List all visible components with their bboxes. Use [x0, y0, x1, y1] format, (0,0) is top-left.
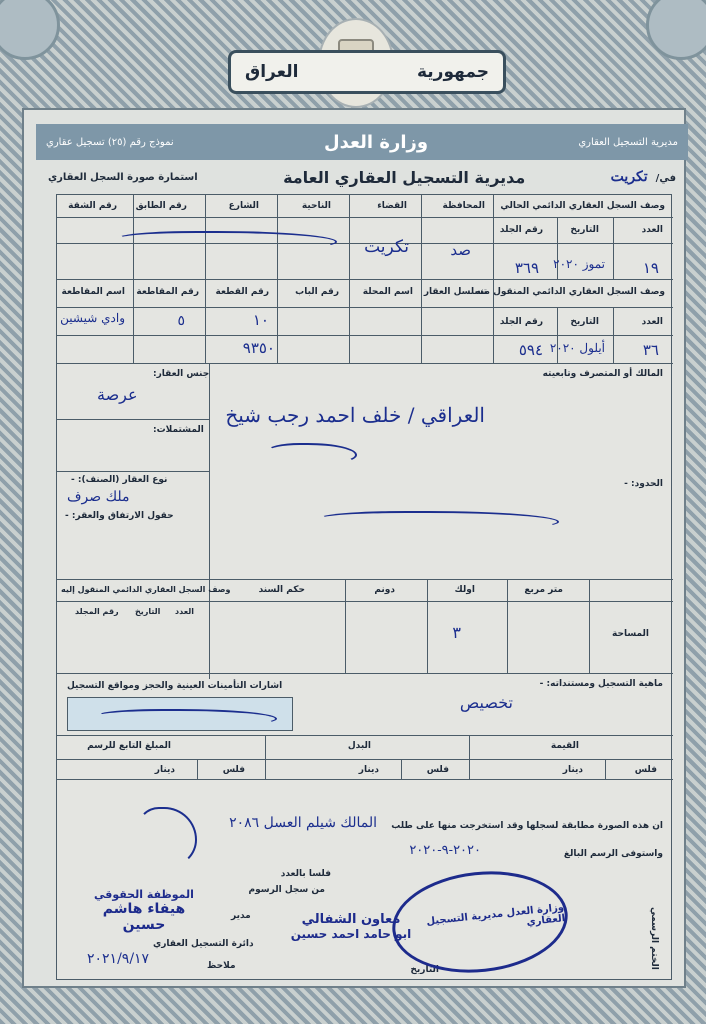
assistant-title: معاون الشفالي [301, 912, 401, 927]
olk-label: اولك [454, 585, 475, 595]
fee-fils-label: فلس [222, 765, 245, 775]
sequence-label: تسلسل العقار [423, 287, 487, 297]
handwritten-date: ٢٠٢١/٩/١٧ [87, 951, 150, 967]
official-seal-label: الختم الرسمي [649, 907, 659, 970]
value-fils-label: فلس [634, 765, 657, 775]
current-record-label: وصف السجل العقاري الدائمي الحالي [500, 201, 665, 211]
registration-nature-label: ماهية التسجيل ومستنداته: - [539, 679, 663, 689]
volume-label: رقم الجلد [499, 225, 543, 235]
signature-scribble [137, 807, 197, 867]
number-label-2: العدد [641, 317, 663, 327]
olk-value: ٣ [452, 623, 461, 642]
record-number-value: ١٩ [642, 259, 659, 277]
title-banner [228, 50, 506, 94]
dest-date-label: التاريخ [135, 607, 161, 616]
substitute-dinar-label: دينار [358, 765, 379, 775]
door-label: رقم الباب [295, 287, 339, 297]
fee-amount-label: المبلغ التابع للرسم [87, 741, 171, 751]
value-label: القيمة [550, 741, 579, 751]
director-label: مدير [231, 911, 251, 921]
value-dinar-label: دينار [562, 765, 583, 775]
footer-date-label: التاريخ [410, 965, 439, 975]
property-type-label: جنس العقار: [153, 369, 210, 379]
record-volume-value: ٣٦٩ [514, 259, 539, 277]
locality-label: اسم المحلة [362, 287, 413, 297]
fee-dinar-label: دينار [154, 765, 175, 775]
cancel-stroke [117, 231, 337, 251]
location-field: في/تكريت [610, 169, 676, 185]
section-name-value: وادي شيشين [60, 311, 125, 325]
volume-label-2: رقم الجلد [499, 317, 543, 327]
fee-paid-text: واستوفى الرسم البالغ [563, 849, 663, 859]
apartment-label: رقم الشقة [68, 201, 117, 211]
donum-label: دونم [374, 585, 395, 595]
requester-value: المالك شيلم العسل ٢٠٨٦ [229, 815, 377, 831]
property-type-value: عرصة [97, 385, 138, 404]
department-label: دائرة التسجيل العقاري [153, 939, 254, 949]
source-volume-value: ٥٩٤ [518, 341, 543, 359]
location-value: تكريت [610, 169, 648, 185]
property-class-label: نوع العقار (الصنف): - [71, 475, 168, 485]
ministry-title: وزارة العدل [323, 131, 429, 153]
record-date-value: تموز ٢٠٢٠ [553, 257, 605, 271]
floor-label: رقم الطابق [135, 201, 187, 211]
record-sheet [56, 194, 672, 980]
ministry-stamp: وزارة العدل مديرية التسجيل العقاري [387, 863, 572, 981]
fils-count-label: فلسا بالعدد [280, 869, 331, 879]
substitute-fils-label: فلس [426, 765, 449, 775]
rights-label: حقول الارتفاق والعقر: - [65, 511, 174, 521]
iraq-label: العراق [245, 62, 299, 82]
subdistrict-label: الناحية [301, 201, 331, 211]
province-label: المحافظة [442, 201, 485, 211]
handwritten-stroke [319, 511, 559, 531]
fee-register-label: من سجل الرسوم [248, 885, 325, 895]
section-name-label: اسم المقاطعة [61, 287, 125, 297]
registration-nature-value: تخصيص [459, 693, 513, 712]
fee-paid-value: ٢٠٢٠-٩-٢٠٢٠ [409, 843, 481, 858]
date-label-2: التاريخ [570, 317, 599, 327]
source-date-value: أيلول ٢٠٢٠ [549, 341, 605, 355]
owner-value: العراقي / خلف احمد رجب شيخ [225, 403, 485, 427]
section-number-value: ٥ [177, 313, 185, 329]
form-number: نموذج رقم (٢٥) تسجيل عقاري [46, 136, 174, 148]
form-name: استمارة صورة السجل العقاري [48, 171, 198, 183]
district-label: القضاء [377, 201, 407, 211]
street-label: الشارع [228, 201, 259, 211]
clerk-note-label: ملاحظ [207, 961, 236, 971]
owner-label: المالك أو المتصرف وتابعيته [542, 369, 663, 379]
assistant-name: ابو حامد احمد حسين [290, 927, 412, 941]
deed-ruling-label: حكم السند [258, 585, 305, 595]
handwritten-stroke [267, 443, 357, 465]
corner-ornament [646, 0, 706, 60]
number-label: العدد [641, 225, 663, 235]
republic-label: جمهورية [416, 62, 489, 82]
bounds-label: الحدود: - [624, 479, 663, 489]
sqm-label: متر مربع [524, 585, 563, 595]
province-value: صد [450, 241, 471, 259]
directorate-label: مديرية التسجيل العقاري [578, 136, 678, 148]
substitute-label: البدل [347, 741, 371, 751]
plot-value: ١٠ [252, 311, 269, 329]
plot-value-2: ٩٣٥٠ [242, 339, 275, 357]
seal-name: هيفاء هاشم حسين [102, 901, 186, 933]
section-number-label: رقم المقاطعة [136, 287, 199, 297]
subheader [36, 160, 688, 194]
date-label: التاريخ [570, 225, 599, 235]
dest-volume-label: رقم المجلد [75, 607, 119, 616]
handwritten-stroke [97, 709, 277, 727]
clerk-seal [86, 888, 202, 936]
plot-label: رقم القطعة [215, 287, 269, 297]
corner-ornament [0, 0, 60, 60]
mortgage-label: اشارات التأمينات العينية والحجز ومواقع التسجيل [67, 681, 283, 691]
dest-number-label: العدد [175, 607, 194, 616]
header-bar [36, 124, 688, 160]
source-number-value: ٣٦ [642, 341, 659, 359]
source-record-label: وصف السجل العقاري الدائمي المنقول منه [475, 287, 665, 297]
district-value: تكريت [364, 237, 409, 257]
dest-record-label: وصف السجل العقاري الدائمي المنقول إليه [61, 585, 231, 594]
property-class-value: ملك صرف [67, 489, 130, 505]
seal-title: الموظفة الحقوقي [94, 888, 194, 901]
contents-label: المشتملات: [153, 425, 204, 435]
area-label: المساحة [612, 629, 649, 639]
certification-text: ان هذه الصورة مطابقة لسجلها وقد استخرجت منها على طلب [391, 821, 663, 831]
general-directorate-title: مديرية التسجيل العقاري العامة [283, 167, 526, 187]
